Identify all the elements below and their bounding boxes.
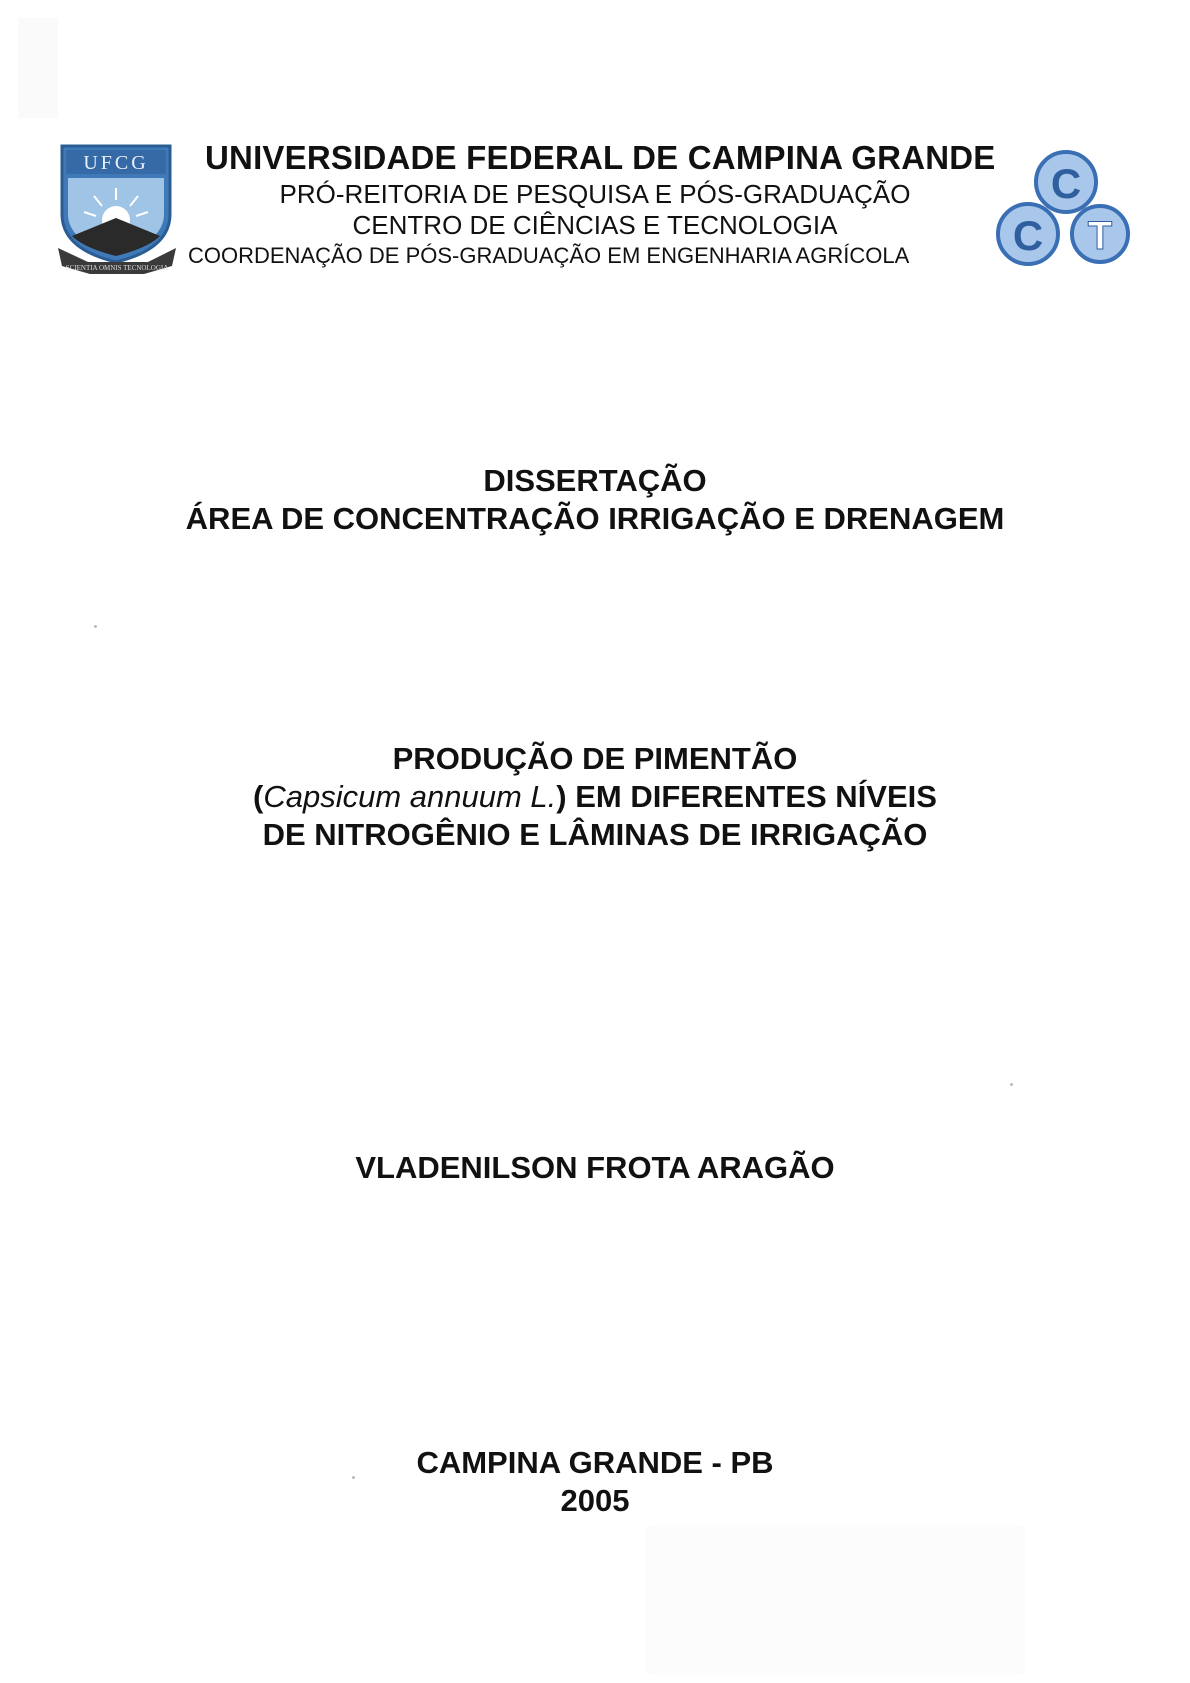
title-paren-open: ( <box>253 779 264 814</box>
cct-letter-t: T <box>1087 214 1113 258</box>
year: 2005 <box>560 1483 630 1518</box>
cct-letter-c2: C <box>1012 212 1044 259</box>
title-line-2-rest: ) EM DIFERENTES NÍVEIS <box>556 779 937 814</box>
cct-circles-logo <box>990 148 1130 278</box>
title-line-2 <box>0 778 1190 816</box>
ufcg-motto: SCIENTIA OMNIS TECNOLOGIA <box>65 264 169 272</box>
faint-stamp-area <box>645 1525 1025 1675</box>
dissertation-block <box>0 462 1190 538</box>
prorectory-name: PRÓ-REITORIA DE PESQUISA E PÓS-GRADUAÇÃO <box>279 179 911 209</box>
scan-speck <box>1010 1083 1013 1086</box>
title-line-1: PRODUÇÃO DE PIMENTÃO <box>392 741 798 776</box>
coordination-name: COORDENAÇÃO DE PÓS-GRADUAÇÃO EM ENGENHARIA AGRÍCOLA <box>188 243 910 268</box>
scan-speck <box>94 625 97 628</box>
scan-speck <box>352 1476 355 1479</box>
species-name: Capsicum annuum L. <box>263 779 557 814</box>
author-name: VLADENILSON FROTA ARAGÃO <box>355 1150 835 1185</box>
ufcg-logo-text: UFCG <box>83 152 149 174</box>
center-name: CENTRO DE CIÊNCIAS E TECNOLOGIA <box>352 210 838 240</box>
university-name: UNIVERSIDADE FEDERAL DE CAMPINA GRANDE <box>205 139 996 176</box>
city-name: CAMPINA GRANDE - PB <box>416 1445 774 1480</box>
institution-header <box>0 0 1190 300</box>
concentration-area: ÁREA DE CONCENTRAÇÃO IRRIGAÇÃO E DRENAGEM <box>185 501 1005 536</box>
place-and-date <box>0 1444 1190 1520</box>
thesis-title <box>0 740 1190 854</box>
title-line-3: DE NITROGÊNIO E LÂMINAS DE IRRIGAÇÃO <box>262 817 928 852</box>
cct-letter-c1: C <box>1050 160 1082 207</box>
dissertation-label: DISSERTAÇÃO <box>483 463 707 498</box>
